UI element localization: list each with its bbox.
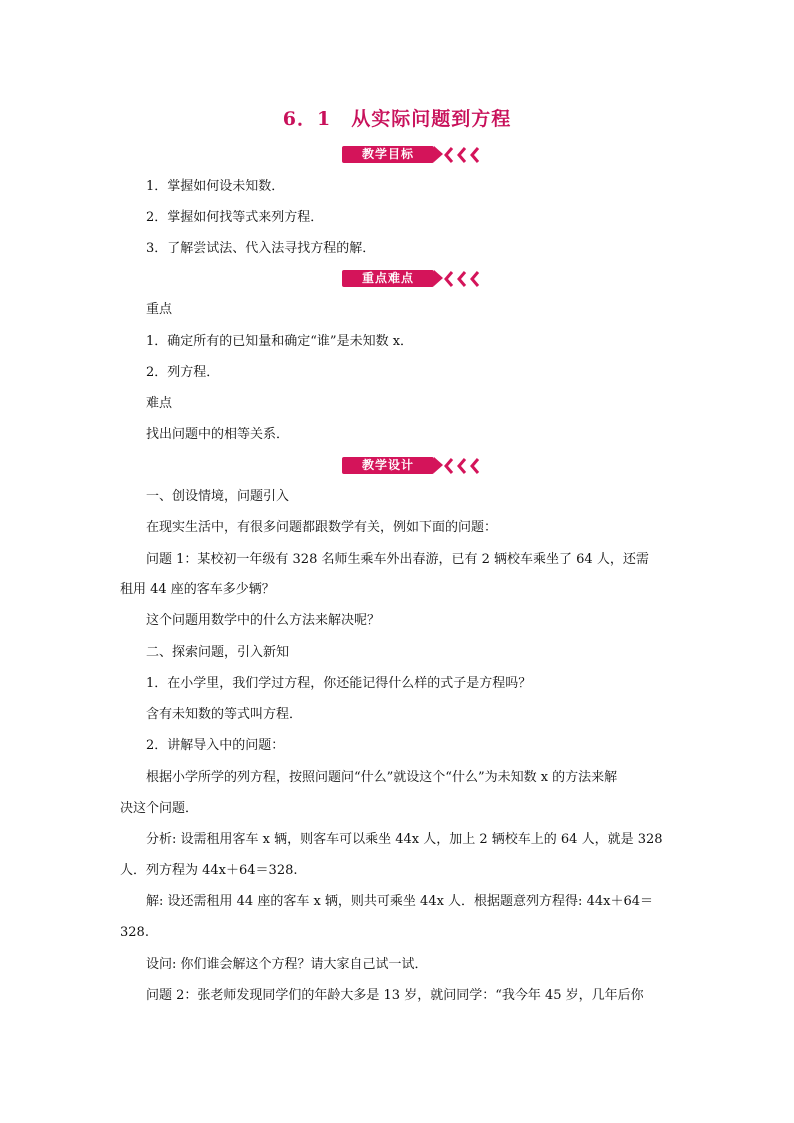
chevron-left-icon: [468, 456, 482, 476]
paragraph-line: 问题 2：张老师发现同学们的年龄大多是 13 岁，就问同学：“我今年 45 岁，几年后你: [146, 988, 644, 1003]
chevron-left-icon: [455, 456, 469, 476]
paragraph-line: 租用 44 座的客车多少辆？: [120, 582, 275, 597]
badge-label: 教学目标: [361, 147, 414, 161]
difficulty-heading: 难点: [146, 396, 173, 411]
paragraph-line: 决这个问题．: [120, 801, 199, 816]
paragraph-line: 在现实生活中，有很多问题都跟数学有关，例如下面的问题：: [146, 520, 498, 535]
chevron-left-icon: [442, 269, 456, 289]
keypoint-heading: 重点: [146, 302, 173, 317]
paragraph-line: 2．讲解导入中的问题：: [146, 738, 285, 753]
paragraph-line: 人．列方程为 44x＋64＝328.: [120, 863, 298, 878]
chevron-left-icon: [442, 145, 456, 165]
badge-label: 教学设计: [361, 458, 414, 472]
paragraph-line: 这个问题用数学中的什么方法来解决呢？: [146, 613, 381, 628]
chevron-left-icon: [455, 269, 469, 289]
keypoint-item: 1．确定所有的已知量和确定“谁”是未知数 x．: [146, 334, 414, 349]
section-badge-keypoints: [342, 269, 482, 289]
chevron-left-icon: [442, 456, 456, 476]
section-badge-objectives: [342, 145, 482, 165]
paragraph-line: 根据小学所学的列方程，按照问题问“什么”就设这个“什么”为未知数 x 的方法来解: [146, 770, 618, 785]
section-badge-design: [342, 456, 482, 476]
chevron-left-icon: [455, 145, 469, 165]
difficulty-item: 找出问题中的相等关系．: [146, 427, 290, 442]
objective-item: 2．掌握如何找等式来列方程．: [146, 210, 324, 225]
chevron-left-icon: [468, 269, 482, 289]
paragraph-line: 设问: 你们谁会解这个方程？请大家自己试一试．: [146, 957, 428, 972]
paragraph-line: 328.: [120, 925, 149, 940]
section-heading: 一、创设情境，问题引入: [146, 489, 290, 504]
paragraph-line: 含有未知数的等式叫方程．: [146, 707, 303, 722]
chevron-left-icon: [468, 145, 482, 165]
section-heading: 二、探索问题，引入新知: [146, 645, 290, 660]
objective-item: 1．掌握如何设未知数．: [146, 179, 285, 194]
paragraph-line: 1．在小学里，我们学过方程，你还能记得什么样的式子是方程吗？: [146, 676, 532, 691]
badge-label: 重点难点: [361, 271, 414, 285]
paragraph-line: 问题 1：某校初一年级有 328 名师生乘车外出春游，已有 2 辆校车乘坐了 64 人，还需: [146, 552, 649, 567]
objective-item: 3．了解尝试法、代入法寻找方程的解．: [146, 241, 376, 256]
keypoint-item: 2．列方程．: [146, 365, 220, 380]
paragraph-line: 解: 设还需租用 44 座的客车 x 辆，则共可乘坐 44x 人．根据题意列方程得: 44x＋64＝: [146, 894, 653, 909]
paragraph-line: 分析: 设需租用客车 x 辆，则客车可以乘坐 44x 人，加上 2 辆校车上的 64 人，就是 328: [146, 832, 663, 847]
page-title: 6．1 从实际问题到方程: [282, 108, 512, 130]
